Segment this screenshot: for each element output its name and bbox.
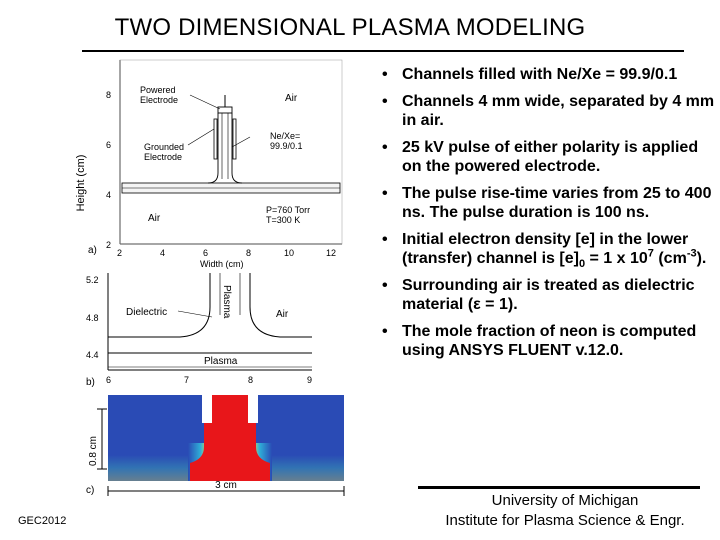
list-item-text <box>402 277 695 313</box>
text-run: Initial electron density [e] in the lower (transfer) channel is [e] <box>402 231 689 267</box>
temperature-label: T=300 K <box>266 215 301 225</box>
panel-a-ytick: 6 <box>106 140 112 150</box>
powered-electrode-label: Electrode <box>140 95 179 105</box>
powered-electrode <box>218 107 232 113</box>
panel-c-label: c) <box>86 485 95 496</box>
panel-b-xtick: 6 <box>106 375 112 385</box>
bullet-icon: • <box>382 66 388 83</box>
air-label: Air <box>148 213 161 224</box>
panel-a-xtick: 6 <box>203 248 209 258</box>
leader-line <box>190 95 220 109</box>
panel-b-ytick: 5.2 <box>86 275 99 285</box>
list-item <box>380 184 715 222</box>
text-run: The pulse rise-time varies from 25 to 400 ns. The pulse duration is 100 ns. <box>402 185 712 221</box>
panel-a-ytick: 4 <box>106 190 112 200</box>
grounded-electrode-right <box>233 119 236 159</box>
panel-a-xtick: 8 <box>246 248 252 258</box>
panel-b-ytick: 4.4 <box>86 350 99 360</box>
footer-divider <box>418 486 700 489</box>
text-run: 25 kV pulse of either polarity is applied on the powered electrode. <box>402 139 699 175</box>
text-run: Channels filled with Ne/Xe = 99.9/0.1 <box>402 66 678 83</box>
grounded-electrode-label: Grounded <box>144 142 185 152</box>
list-item-text <box>402 231 707 271</box>
plasma-transfer-label: Plasma <box>204 356 238 367</box>
list-item-text <box>402 93 714 129</box>
text-run: (cm <box>653 250 687 267</box>
panel-a-xlabel: Width (cm) <box>200 259 244 269</box>
bullet-icon: • <box>382 185 388 202</box>
panel-b-ytick: 4.8 <box>86 313 99 323</box>
bullet-icon: • <box>382 231 388 248</box>
leader-line <box>188 129 214 145</box>
panel-a-xtick: 2 <box>117 248 123 258</box>
panel-b-xtick: 7 <box>184 375 190 385</box>
text-run: Surrounding air is treated as dielectric material (ε = 1). <box>402 277 695 313</box>
panel-b-xtick: 9 <box>307 375 313 385</box>
dielectric-wall-right <box>248 395 258 423</box>
list-item <box>380 92 715 130</box>
parameter-list <box>380 65 715 368</box>
superscript-text: -3 <box>686 247 697 260</box>
panel-c <box>86 395 344 496</box>
title-divider <box>82 50 684 52</box>
bullet-icon: • <box>382 277 388 294</box>
list-item-text <box>402 185 711 221</box>
panel-a-xtick: 12 <box>326 248 337 258</box>
panel-a-xtick: 10 <box>284 248 295 258</box>
affiliation-institute: Institute for Plasma Science & Engr. <box>445 512 685 529</box>
vertical-channel <box>208 113 242 183</box>
dielectric-wall-left <box>202 395 212 423</box>
list-item <box>380 65 715 84</box>
channel-wall-left <box>108 273 210 337</box>
affiliation-university: University of Michigan <box>491 492 639 509</box>
air-label: Air <box>285 93 298 104</box>
plasma-channel-label: Plasma <box>221 285 232 319</box>
bullet-icon: • <box>382 323 388 340</box>
panel-a-xtick: 4 <box>160 248 166 258</box>
conference-label: GEC2012 <box>18 515 67 527</box>
dielectric-label: Dielectric <box>126 307 168 318</box>
horizontal-scale-label: 3 cm <box>215 480 237 491</box>
panel-a-label: a) <box>88 245 97 256</box>
simulation-figure <box>75 55 352 500</box>
text-run: = 1 x 10 <box>585 250 648 267</box>
list-item <box>380 138 715 176</box>
panel-b-xtick: 8 <box>248 375 254 385</box>
panel-a-ylabel: Height (cm) <box>75 154 87 212</box>
pressure-label: P=760 Torr <box>266 205 311 215</box>
list-item-text <box>402 323 696 359</box>
leader-line <box>178 311 212 317</box>
text-run: ). <box>696 250 707 267</box>
gas-mixture-label: Ne/Xe= <box>270 131 301 141</box>
grounded-electrode-left <box>214 119 217 159</box>
list-item-text <box>402 139 698 175</box>
page-title: TWO DIMENSIONAL PLASMA MODELING <box>114 14 586 41</box>
affiliation <box>418 491 712 531</box>
panel-a-ytick: 8 <box>106 90 112 100</box>
gas-mixture-label: 99.9/0.1 <box>270 141 303 151</box>
text-run: Channels 4 mm wide, separated by 4 mm in air. <box>402 93 715 129</box>
panel-a-ytick: 2 <box>106 240 112 250</box>
bullet-icon: • <box>382 93 388 110</box>
vertical-scale-label: 0.8 cm <box>88 435 99 467</box>
panel-b-label: b) <box>86 377 95 388</box>
list-item <box>380 276 715 314</box>
bullet-icon: • <box>382 139 388 156</box>
vertical-channel-inner <box>222 113 228 179</box>
text-run: The mole fraction of neon is computed using ANSYS FLUENT v.12.0. <box>402 323 697 359</box>
subscript-text: 0 <box>578 258 586 271</box>
powered-electrode-label: Powered <box>140 85 176 95</box>
superscript-text: 7 <box>647 247 654 260</box>
list-item <box>380 230 715 271</box>
panel-b <box>86 273 312 388</box>
panel-a <box>75 60 342 269</box>
grounded-electrode-label: Electrode <box>144 152 183 162</box>
air-label: Air <box>276 309 289 320</box>
channel-wall-right <box>250 273 312 337</box>
list-item <box>380 322 715 360</box>
list-item-text <box>402 66 677 83</box>
